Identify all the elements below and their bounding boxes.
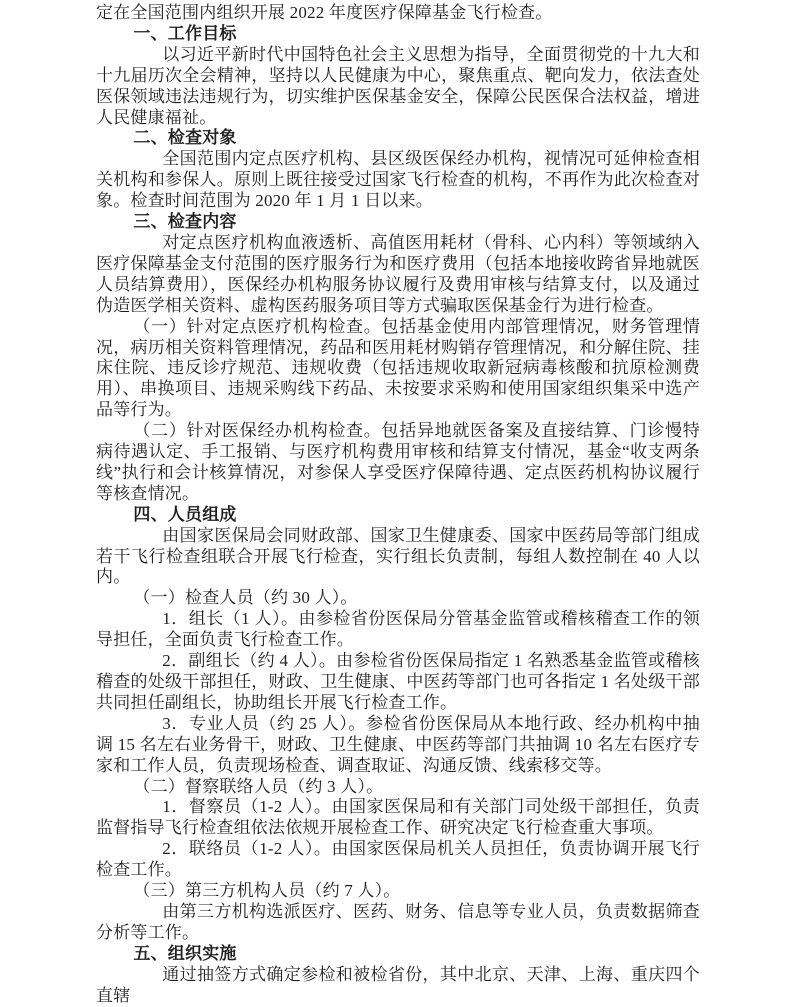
sub-item-line: （二）针对医保经办机构检查。包括异地就医备案及直接结算、门诊慢特病待遇认定、手工报销、与医疗机构费用审核和结算支付情况，基金“收支两条线”执行和会计核算情况，对参保人享受医疗保障待遇、定点医药机构协议履行等核查情况。 — [96, 421, 700, 503]
sub-item-line: （一）针对定点医疗机构检查。包括基金使用内部管理情况，财务管理情况，病历相关资料管理情况，药品和医用耗材购销存管理情况，和分解住院、挂床住院、违反诊疗规范、违规收费（包括违规收取新冠病毒核酸和抗原检测费用）、串换项目、违规采购线下药品、未按要求采购和使用国家组织集采中选产品等行为。 — [96, 316, 700, 420]
section-heading: 五、组织实施 — [133, 943, 237, 963]
body-paragraph: 以习近平新时代中国特色社会主义思想为指导，全面贯彻党的十九大和十九届历次全会精神，坚持以人民健康为中心，聚焦重点、靶向发力，依法查处医保领域违法违规行为，切实维护医保基金安全，保障公民医保合法权益，增进人民健康福祉。 — [96, 44, 700, 127]
section-heading: 二、检查对象 — [133, 128, 237, 148]
body-paragraph: 由国家医保局会同财政部、国家卫生健康委、国家中医药局等部门组成若干飞行检查组联合开展飞行检查，实行组长负责制，每组人数控制在 40 人以内。 — [96, 525, 700, 587]
section-heading: 四、人员组成 — [133, 504, 237, 524]
section-heading: 三、检查内容 — [133, 212, 237, 232]
body-paragraph: 2．副组长（约 4 人）。由参检省份医保局指定 1 名熟悉基金监管或稽核稽查的处级干部担任，财政、卫生健康、中医药等部门也可各指定 1 名处级干部共同担任副组长，协助组长开展飞行检查工作。 — [96, 651, 700, 712]
sub-item-line: （二）督察联络人员（约 3 人）。 — [133, 776, 384, 796]
continuation-line: 定在全国范围内组织开展 2022 年度医疗保障基金飞行检查。 — [96, 3, 553, 22]
body-paragraph: 对定点医疗机构血液透析、高值医用耗材（骨科、心内科）等领域纳入医疗保障基金支付范围的医疗服务行为和医疗费用（包括本地接收跨省异地就医人员结算费用），医保经办机构服务协议履行及费用审核与结算支付，以及通过伪造医学相关资料、虚构医药服务项目等方式骗取医保基金行为进行检查。 — [96, 232, 700, 315]
document-body — [96, 3, 700, 1007]
body-paragraph: 3．专业人员（约 25 人）。参检省份医保局从本地行政、经办机构中抽调 15 名左右业务骨干，财政、卫生健康、中医药等部门共抽调 10 名左右医疗专家和工作人员，负责现场检查、调查取证、沟通反馈、线索移交等。 — [96, 713, 700, 775]
body-paragraph: 通过抽签方式确定参检和被检省份，其中北京、天津、上海、重庆四个直辖 — [96, 964, 700, 1005]
body-paragraph: 2．联络员（1-2 人）。由国家医保局机关人员担任，负责协调开展飞行检查工作。 — [96, 839, 700, 880]
sub-item-line: （三）第三方机构人员（约 7 人）。 — [133, 881, 401, 901]
body-paragraph: 1．组长（1 人）。由参检省份医保局分管基金监管或稽核稽查工作的领导担任，全面负责飞行检查工作。 — [96, 609, 700, 650]
body-paragraph: 全国范围内定点医疗机构、县区级医保经办机构，视情况可延伸检查相关机构和参保人。原则上既往接受过国家飞行检查的机构，不再作为此次检查对象。检查时间范围为 2020 年 1 月 1 日以来。 — [96, 149, 700, 211]
sub-item-line: （一）检查人员（约 30 人）。 — [133, 588, 358, 608]
section-heading: 一、工作目标 — [133, 23, 237, 43]
body-paragraph: 1．督察员（1-2 人）。由国家医保局和有关部门司处级干部担任，负责监督指导飞行检查组依法依规开展检查工作、研究决定飞行检查重大事项。 — [96, 797, 700, 838]
body-paragraph: 由第三方机构选派医疗、医药、财务、信息等专业人员，负责数据筛查分析等工作。 — [96, 901, 700, 942]
